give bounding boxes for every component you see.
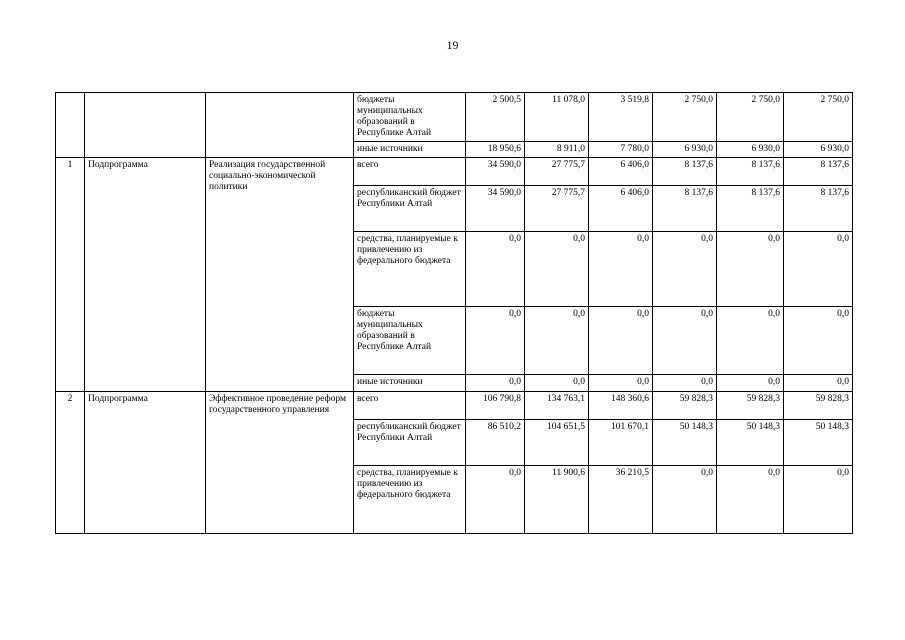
table-row [56, 93, 853, 142]
value-cell: 2 500,5 [466, 93, 525, 142]
value-cell: 8 137,6 [717, 158, 784, 186]
funding-source: всего [354, 392, 466, 420]
row-title: Эффективное проведение реформ государственного управления [206, 392, 354, 534]
page-number: 19 [446, 38, 459, 52]
row-title: Реализация государственной социально-экономической политики [206, 158, 354, 392]
value-cell: 0,0 [466, 307, 525, 375]
value-cell: 0,0 [717, 375, 784, 392]
value-cell: 0,0 [466, 466, 525, 534]
value-cell: 0,0 [525, 307, 589, 375]
value-cell: 8 137,6 [717, 186, 784, 232]
value-cell: 27 775,7 [525, 158, 589, 186]
row-kind: Подпрограмма [85, 392, 206, 534]
value-cell: 2 750,0 [717, 93, 784, 142]
value-cell: 0,0 [589, 232, 653, 307]
funding-source: бюджеты муниципальных образований в Республике Алтай [354, 307, 466, 375]
value-cell: 50 148,3 [784, 420, 853, 466]
value-cell: 8 137,6 [784, 186, 853, 232]
value-cell: 50 148,3 [717, 420, 784, 466]
funding-source: средства, планируемые к привлечению из федерального бюджета [354, 232, 466, 307]
funding-source: иные источники [354, 375, 466, 392]
funding-source: бюджеты муниципальных образований в Республике Алтай [354, 93, 466, 142]
value-cell: 6 406,0 [589, 158, 653, 186]
value-cell: 106 790,8 [466, 392, 525, 420]
table-row [56, 392, 853, 420]
value-cell: 0,0 [466, 232, 525, 307]
row-kind: Подпрограмма [85, 158, 206, 392]
value-cell: 0,0 [784, 307, 853, 375]
value-cell: 50 148,3 [653, 420, 717, 466]
value-cell: 0,0 [717, 232, 784, 307]
funding-source: республиканский бюджет Республики Алтай [354, 420, 466, 466]
value-cell: 0,0 [589, 307, 653, 375]
table-row [56, 158, 853, 186]
row-title [206, 93, 354, 158]
row-index: 1 [56, 158, 85, 392]
value-cell: 18 950,6 [466, 142, 525, 158]
value-cell: 0,0 [466, 375, 525, 392]
value-cell: 2 750,0 [653, 93, 717, 142]
row-index [56, 93, 85, 158]
value-cell: 6 930,0 [784, 142, 853, 158]
value-cell: 86 510,2 [466, 420, 525, 466]
value-cell: 148 360,6 [589, 392, 653, 420]
value-cell: 27 775,7 [525, 186, 589, 232]
value-cell: 0,0 [589, 375, 653, 392]
value-cell: 0,0 [525, 375, 589, 392]
value-cell: 8 911,0 [525, 142, 589, 158]
funding-source: средства, планируемые к привлечению из федерального бюджета [354, 466, 466, 534]
value-cell: 59 828,3 [784, 392, 853, 420]
value-cell: 34 590,0 [466, 158, 525, 186]
value-cell: 0,0 [525, 232, 589, 307]
funding-source: иные источники [354, 142, 466, 158]
value-cell: 6 406,0 [589, 186, 653, 232]
value-cell: 2 750,0 [784, 93, 853, 142]
value-cell: 59 828,3 [653, 392, 717, 420]
value-cell: 101 670,1 [589, 420, 653, 466]
funding-source: республиканский бюджет Республики Алтай [354, 186, 466, 232]
value-cell: 134 763,1 [525, 392, 589, 420]
value-cell: 34 590,0 [466, 186, 525, 232]
value-cell: 104 651,5 [525, 420, 589, 466]
value-cell: 3 519,8 [589, 93, 653, 142]
value-cell: 0,0 [653, 232, 717, 307]
table-body [56, 93, 853, 534]
row-index: 2 [56, 392, 85, 534]
value-cell: 59 828,3 [717, 392, 784, 420]
value-cell: 8 137,6 [653, 158, 717, 186]
value-cell: 8 137,6 [653, 186, 717, 232]
value-cell: 0,0 [717, 466, 784, 534]
row-kind [85, 93, 206, 158]
value-cell: 0,0 [784, 466, 853, 534]
value-cell: 7 780,0 [589, 142, 653, 158]
value-cell: 0,0 [717, 307, 784, 375]
value-cell: 6 930,0 [717, 142, 784, 158]
value-cell: 0,0 [653, 307, 717, 375]
value-cell: 6 930,0 [653, 142, 717, 158]
value-cell: 0,0 [784, 232, 853, 307]
value-cell: 11 900,6 [525, 466, 589, 534]
value-cell: 11 078,0 [525, 93, 589, 142]
value-cell: 8 137,6 [784, 158, 853, 186]
value-cell: 36 210,5 [589, 466, 653, 534]
value-cell: 0,0 [784, 375, 853, 392]
value-cell: 0,0 [653, 375, 717, 392]
value-cell: 0,0 [653, 466, 717, 534]
funding-source: всего [354, 158, 466, 186]
budget-table [55, 92, 853, 534]
